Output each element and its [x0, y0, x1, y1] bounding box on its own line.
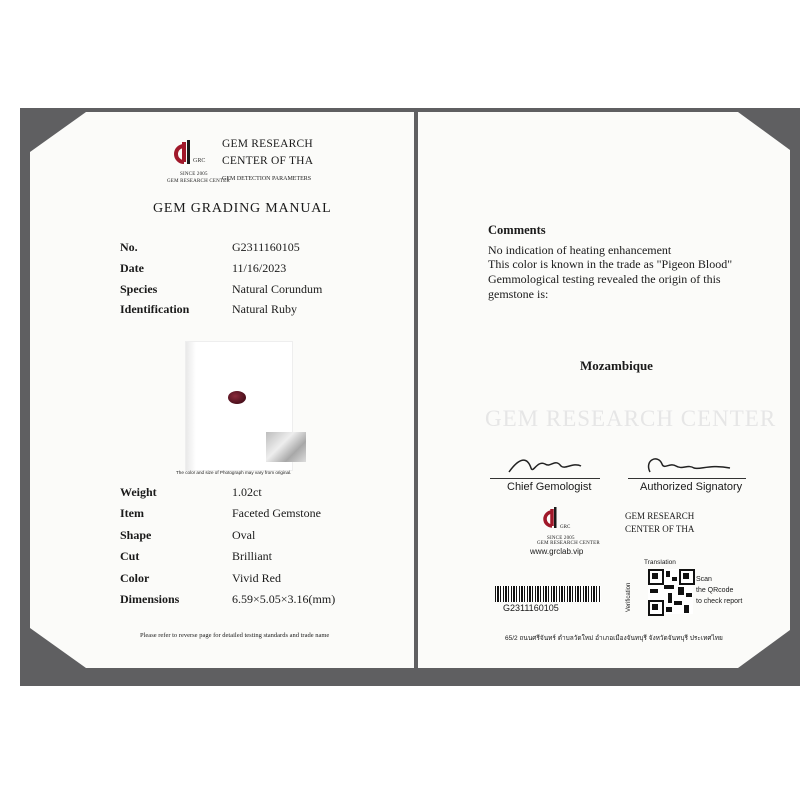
- field-value-color: Vivid Red: [232, 571, 281, 585]
- qr-instruction: to check report: [696, 598, 743, 605]
- chief-gemologist-signature: [505, 450, 585, 480]
- field-value-species: Natural Corundum: [232, 282, 323, 296]
- field-value-date: 11/16/2023: [232, 261, 287, 275]
- logo-since: SINCE 2005: [180, 172, 208, 177]
- footer-note: Please refer to reverse page for detailed testing standards and trade name: [140, 632, 330, 639]
- field-label-number: No.: [120, 240, 138, 254]
- qr-side-label: Verification: [626, 582, 632, 612]
- verification-qr-code[interactable]: [648, 569, 693, 614]
- photo-caption: The color and size of Photograph may vary from original.: [176, 470, 292, 475]
- org-name-line2: CENTER OF THA: [625, 524, 695, 534]
- field-label-dimensions: Dimensions: [120, 592, 180, 606]
- qr-instruction: the QRcode: [696, 587, 734, 594]
- org-name-line1: GEM RESEARCH: [222, 138, 313, 150]
- comments-heading: Comments: [488, 223, 546, 237]
- field-label-date: Date: [120, 261, 144, 275]
- origin-value: Mozambique: [580, 358, 653, 373]
- comment-line: No indication of heating enhancement: [488, 243, 672, 257]
- field-label-color: Color: [120, 571, 150, 585]
- field-value-weight: 1.02ct: [232, 485, 262, 499]
- grc-logo-icon: [540, 504, 572, 536]
- field-label-species: Species: [120, 282, 158, 296]
- comment-line: This color is known in the trade as "Pigeon Blood": [488, 257, 733, 271]
- hologram-sticker: [266, 432, 306, 462]
- address: 65/2 ถนนศรีจันทร์ ตำบลวัดใหม่ อำเภอเมืองจันทบุรี จังหวัดจันทบุรี ประเทศไทย: [505, 635, 723, 642]
- website-link[interactable]: www.grclab.vip: [530, 547, 584, 556]
- comment-line: Gemmological testing revealed the origin of this: [488, 272, 721, 286]
- org-name-line2: CENTER OF THA: [222, 155, 314, 167]
- org-name-line1: GEM RESEARCH: [625, 511, 695, 521]
- field-value-item: Faceted Gemstone: [232, 506, 321, 520]
- field-label-weight: Weight: [120, 485, 157, 499]
- chief-gemologist-label: Chief Gemologist: [507, 481, 592, 493]
- ruby-gem-image: [228, 391, 246, 404]
- field-value-cut: Brilliant: [232, 549, 272, 563]
- logo-since: SINCE 2005: [547, 536, 575, 541]
- qr-instruction: Scan: [696, 576, 712, 583]
- watermark-text: GEM RESEARCH CENTER: [485, 406, 777, 431]
- field-value-identification: Natural Ruby: [232, 302, 297, 316]
- field-label-shape: Shape: [120, 528, 152, 542]
- logo-sub: GEM RESEARCH CENTER: [537, 541, 600, 546]
- document-title: GEM GRADING MANUAL: [153, 201, 332, 216]
- barcode-number: G2311160105: [503, 603, 559, 613]
- field-label-cut: Cut: [120, 549, 140, 563]
- qr-title: Translation: [644, 559, 676, 566]
- field-value-number: G2311160105: [232, 240, 300, 254]
- field-label-identification: Identification: [120, 302, 190, 316]
- logo-letters: GRC: [193, 158, 206, 164]
- field-label-item: Item: [120, 506, 144, 520]
- logo-letters: GRC: [560, 525, 571, 530]
- field-value-shape: Oval: [232, 528, 256, 542]
- right-page-corners: [418, 112, 790, 668]
- photo-shadow: [186, 342, 196, 470]
- authorized-signature: [640, 450, 735, 480]
- barcode: [495, 586, 601, 602]
- comment-line: gemstone is:: [488, 287, 549, 301]
- signature-line-left: [490, 478, 600, 479]
- grc-logo-icon: [170, 136, 210, 176]
- field-value-dimensions: 6.59×5.05×3.16(mm): [232, 592, 336, 606]
- signature-line-right: [628, 478, 746, 479]
- org-tagline: GEM DETECTION PARAMETERS: [222, 176, 312, 182]
- authorized-signatory-label: Authorized Signatory: [640, 481, 743, 493]
- logo-sub: GEM RESEARCH CENTER: [167, 179, 230, 184]
